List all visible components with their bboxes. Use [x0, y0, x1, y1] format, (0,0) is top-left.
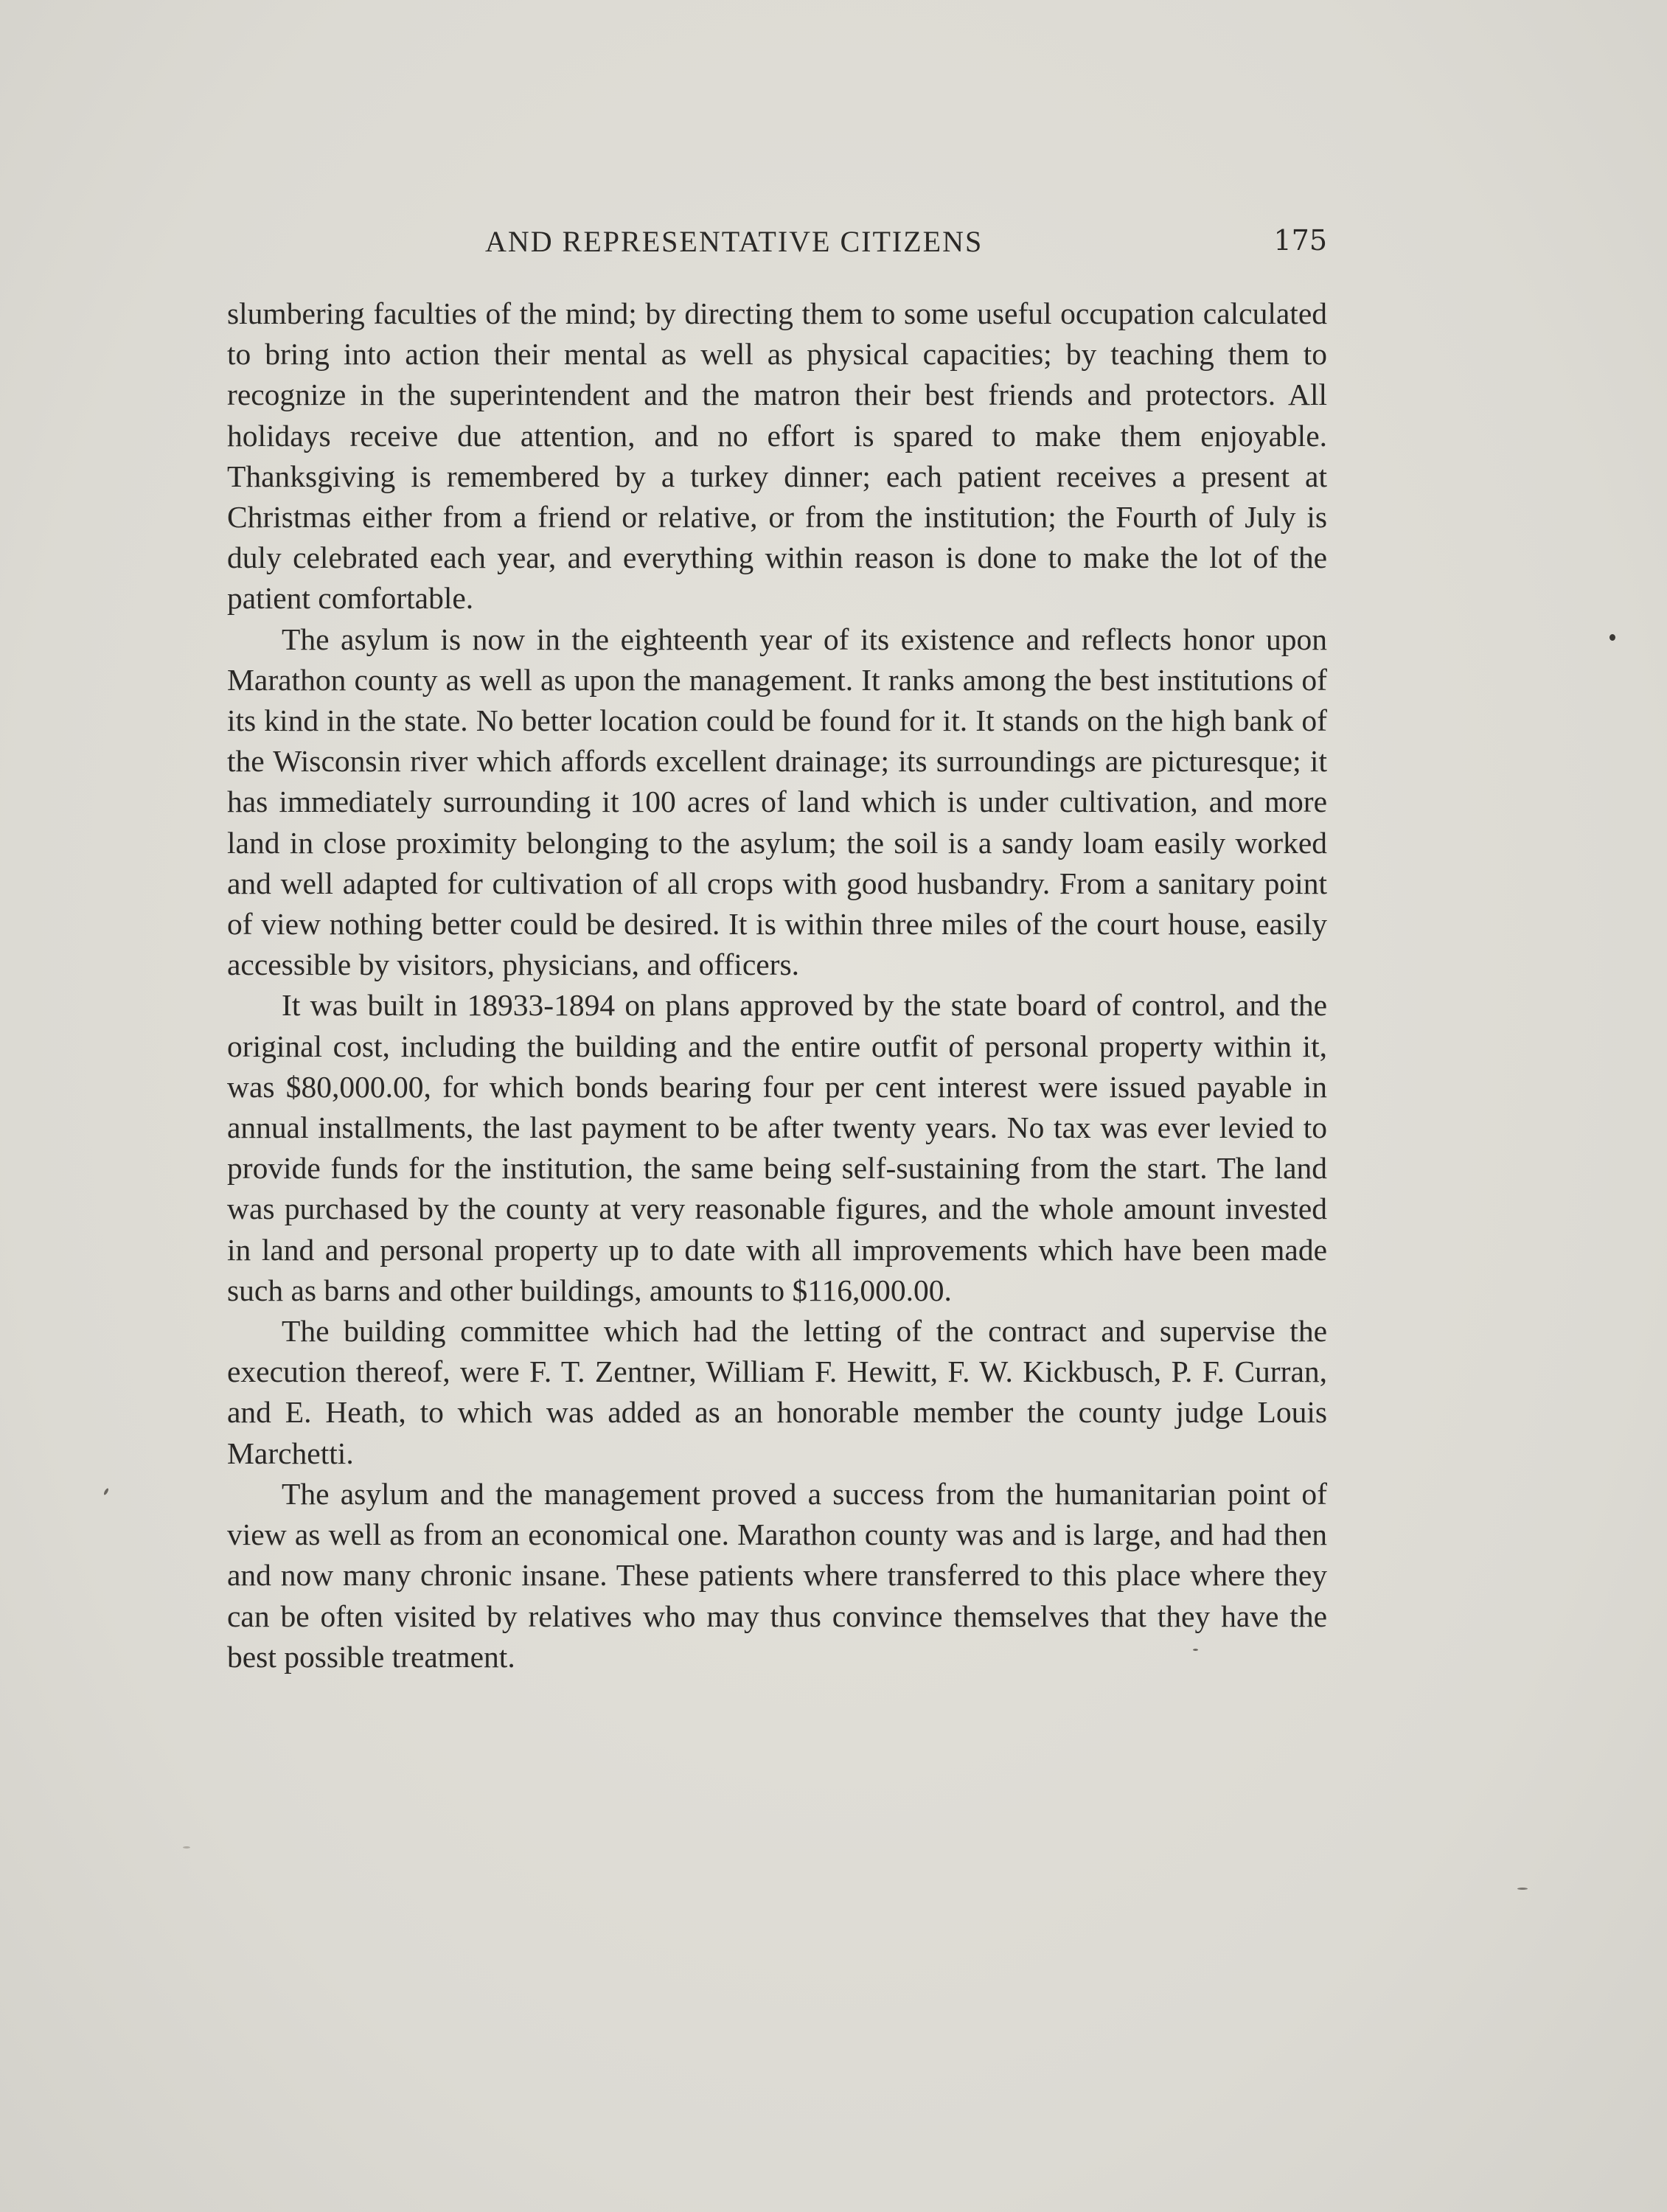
- print-speck: [103, 1488, 109, 1496]
- running-title: AND REPRESENTATIVE CITIZENS: [485, 225, 984, 258]
- paragraph-asylum-location: The asylum is now in the eighteenth year of its existence and reflects honor upon Marathon county as well as upon the management. It ranks among the best institutions of its kind in the state. No better location could be found for it. It stands on the high bank of the Wisconsin river which affords excellent drainage; its surroundings are picturesque; it has immediately surrounding it 100 acres of land which is under cultivation, and more land in close proximity belonging to the asylum; the soil is a sandy loam easily worked and well adapted for cultivation of all crops with good husbandry. From a sanitary point of view nothing better could be desired. It is within three miles of the court house, easily accessible by visitors, physicians, and officers.: [227, 622, 1327, 982]
- page-number: 175: [1273, 224, 1327, 257]
- paragraph-success: The asylum and the management proved a success from the humanitarian point of view as well as from an economical one. Marathon county was and is large, and had then and now many chronic insane. These patients where transferred to this place where they can be often visited by relatives who may thus convince themselves that they have the best possible treatment.: [227, 1476, 1327, 1674]
- paragraph-continued: slumbering faculties of the mind; by directing them to some useful occupation calculated to bring into action their mental as well as physical capacities; by teaching them to recognize in the superintendent and the matron their best friends and protectors. All holidays receive due attention, and no effort is spared to make them enjoyable. Thanksgiving is remembered by a turkey dinner; each patient receives a present at Christmas either from a friend or relative, or from the institution; the Fourth of July is duly celebrated each year, and everything within reason is done to make the lot of the patient comfortable.: [227, 296, 1327, 616]
- print-speck: [183, 1846, 190, 1848]
- paragraph-building-committee: The building committee which had the letting of the contract and supervise the execution thereof, were F. T. Zentner, William F. Hewitt, F. W. Kickbusch, P. F. Curran, and E. Heath, to which was added as an honorable member the county judge Louis Marchetti.: [227, 1314, 1327, 1470]
- body-text: [227, 293, 1327, 1677]
- running-head: [227, 218, 1327, 270]
- print-speck: [1609, 634, 1615, 641]
- print-speck: [1193, 1649, 1198, 1651]
- paragraph-construction-cost: It was built in 18933-1894 on plans approved by the state board of control, and the original cost, including the building and the entire outfit of personal property within it, was $80,000.00, for which bonds bearing four per cent interest were issued payable in annual installments, the last payment to be after twenty years. No tax was ever levied to provide funds for the institution, the same being self-sustaining from the start. The land was purchased by the county at very reasonable figures, and the whole amount invested in land and personal property up to date with all improvements which have been made such as barns and other buildings, amounts to $116,000.00.: [227, 988, 1327, 1307]
- print-speck: [1517, 1888, 1528, 1890]
